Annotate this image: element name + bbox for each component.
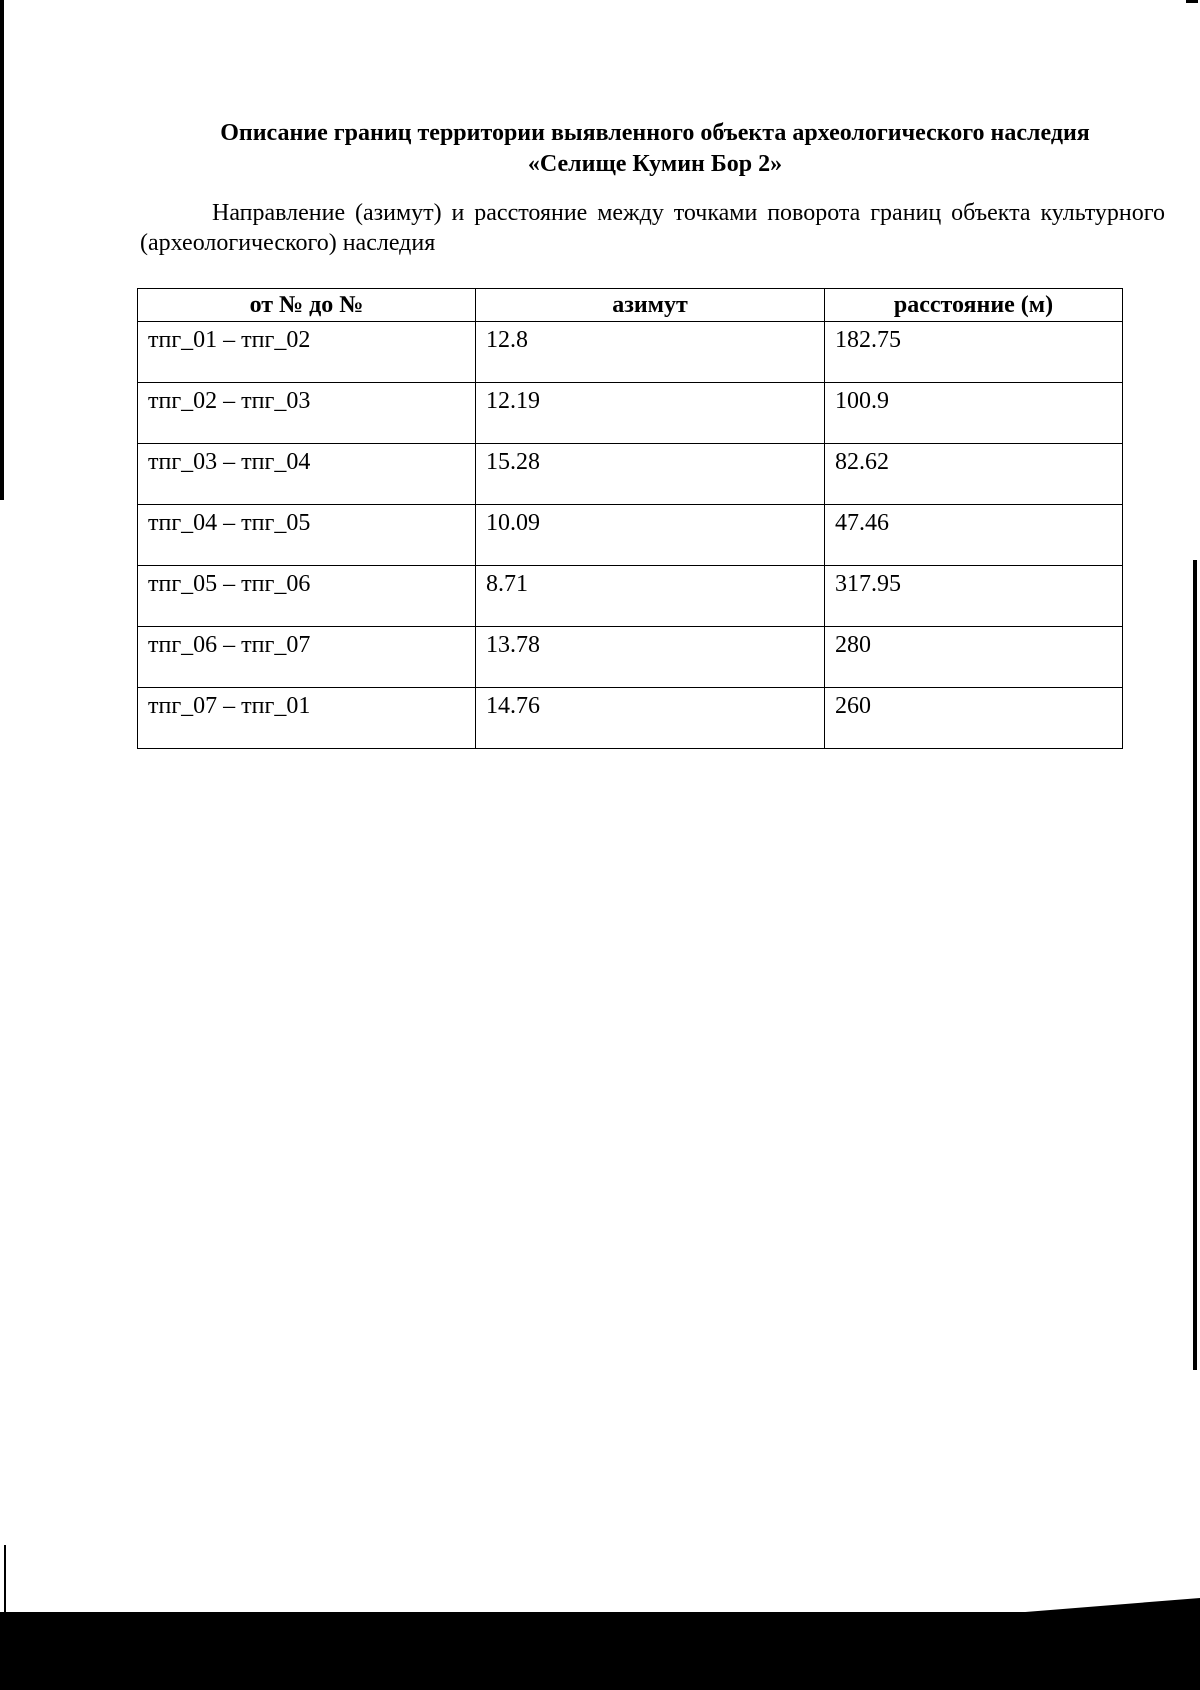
azimuth-cell: 8.71 [476,566,825,627]
azimuth-cell: 14.76 [476,688,825,749]
table-row [138,322,1123,383]
table-row [138,688,1123,749]
segment-cell: тпг_03 – тпг_04 [138,444,476,505]
distance-cell: 182.75 [825,322,1123,383]
distance-cell: 317.95 [825,566,1123,627]
column-header-distance: расстояние (м) [825,289,1123,322]
segment-cell: тпг_06 – тпг_07 [138,627,476,688]
segment-cell: тпг_05 – тпг_06 [138,566,476,627]
table-row [138,505,1123,566]
distance-cell: 100.9 [825,383,1123,444]
document-title-line-2: «Селище Кумин Бор 2» [527,151,783,177]
distance-cell: 260 [825,688,1123,749]
azimuth-cell: 13.78 [476,627,825,688]
column-header-segment: от № до № [138,289,476,322]
azimuth-cell: 12.19 [476,383,825,444]
distance-cell: 280 [825,627,1123,688]
segment-cell: тпг_01 – тпг_02 [138,322,476,383]
azimuth-cell: 12.8 [476,322,825,383]
table-row [138,444,1123,505]
segment-cell: тпг_04 – тпг_05 [138,505,476,566]
scan-edge-right [1193,560,1197,1370]
segment-cell: тпг_02 – тпг_03 [138,383,476,444]
scan-bottom-bar [0,1612,1200,1690]
boundary-table [137,288,1123,749]
document-title [140,118,1170,180]
table-row [138,627,1123,688]
scan-edge-left [0,0,4,500]
column-header-azimuth: азимут [476,289,825,322]
distance-cell: 82.62 [825,444,1123,505]
azimuth-cell: 15.28 [476,444,825,505]
table-row [138,566,1123,627]
distance-cell: 47.46 [825,505,1123,566]
intro-paragraph: Направление (азимут) и расстояние между точками поворота границ объекта культурного (археологического) наследия [140,200,1165,256]
document-title-line-1: Описание границ территории выявленного объекта археологического наследия [220,120,1090,146]
table-header-row [138,289,1123,322]
table-row [138,383,1123,444]
segment-cell: тпг_07 – тпг_01 [138,688,476,749]
scan-mark [1186,0,1198,3]
azimuth-cell: 10.09 [476,505,825,566]
